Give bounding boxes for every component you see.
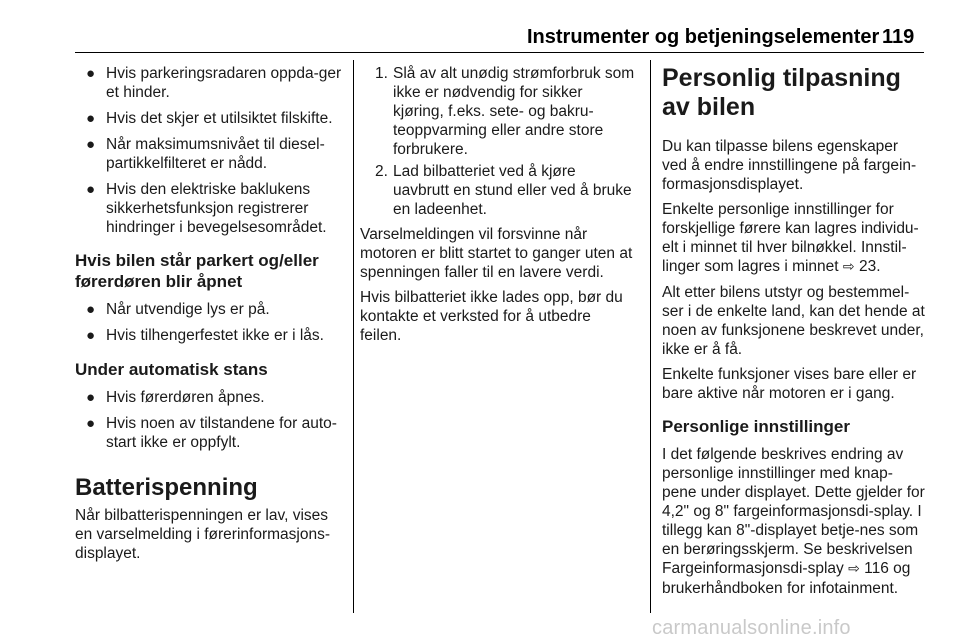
paragraph: Du kan tilpasse bilens egenskaper ved å endre innstillingene på fargein-formasjonsdisplayet.	[662, 138, 917, 193]
column-right	[662, 64, 927, 604]
paragraph: Hvis bilbatteriet ikke lades opp, bør du kontakte et verksted for å utbedre feilen.	[360, 289, 623, 344]
bullet-icon: ●	[86, 65, 96, 82]
column-left	[75, 64, 347, 569]
watermark: carmanualsonline.info	[652, 617, 851, 639]
subheading-autostop: Under automatisk stans	[75, 360, 268, 379]
column-divider-2	[650, 60, 651, 613]
list-item: ● Hvis tilhengerfestet ikke er i lås.	[86, 327, 324, 344]
autostop-list	[75, 388, 347, 452]
step-item: 2. Lad bilbatteriet ved å kjøre uavbrutt en stund eller ved å bruke en ladeenhet.	[375, 163, 632, 218]
bullet-icon: ●	[86, 110, 96, 127]
subheading-personal-settings: Personlige innstillinger	[662, 417, 850, 436]
bullet-icon: ●	[86, 415, 96, 432]
bullet-icon: ●	[86, 327, 96, 344]
bullet-icon: ●	[86, 301, 96, 318]
subheading-parked: Hvis bilen står parkert og/eller førerdøren blir åpnet	[75, 251, 319, 291]
heading-personalization: Personlig tilpasning av bilen	[662, 64, 901, 121]
battery-paragraph: Når bilbatterispenningen er lav, vises en varselmelding i førerinformasjons-displayet.	[75, 507, 330, 562]
list-item: ● Hvis førerdøren åpnes.	[86, 389, 265, 406]
steps-list	[360, 64, 635, 219]
bullet-icon: ●	[86, 389, 96, 406]
bullet-icon: ●	[86, 181, 96, 198]
page-reference-icon: ⇨	[842, 259, 855, 275]
header-divider	[75, 52, 924, 53]
column-divider-1	[353, 60, 354, 613]
page-reference[interactable]: 23	[858, 258, 877, 275]
paragraph: Varselmeldingen vil forsvinne når motoren er blitt startet to ganger uten at spenningen faller til en lavere verdi.	[360, 226, 633, 281]
paragraph: I det følgende beskrives endring av personlige innstillinger med knap-pene under displayet. Dette gjelder for 4,2" og 8" fargeinformasjonsdi-splay. I tillegg kan 8"-displayet betje-nes som en berøringsskjerm. Se beskrivelsen Fargeinformasjonsdi-splay ⇨ 116 og brukerhåndboken for infotainment.	[662, 446, 925, 597]
page-number: 119	[882, 26, 915, 48]
list-item: ● Hvis noen av tilstandene for auto-start ikke er oppfylt.	[86, 415, 337, 451]
list-item: ● Hvis den elektriske baklukens sikkerhetsfunksjon registrerer hindringer i bevegelsesområdet.	[86, 181, 327, 236]
step-item: 1. Slå av alt unødig strømforbruk som ikke er nødvendig for sikker kjøring, f.eks. sete- og bakru-teoppvarming eller andre store forbrukere.	[375, 65, 635, 158]
page-reference-icon: ⇨	[848, 561, 860, 577]
list-item: ● Hvis det skjer et utilsiktet filskifte.	[86, 110, 333, 127]
column-middle	[360, 64, 635, 351]
paragraph: Alt etter bilens utstyr og bestemmel-ser i de enkelte land, kan det hende at noen av funksjonene beskrevet under, ikke er å få.	[662, 284, 925, 358]
list-item: ● Hvis parkeringsradaren oppda-ger et hinder.	[86, 65, 342, 101]
paragraph: Enkelte personlige innstillinger for forskjellige førere kan lagres individu-elt i minnet til hver bilnøkkel. Innstil-linger som lagres i minnet ⇨ 23.	[662, 201, 919, 275]
bullet-icon: ●	[86, 136, 96, 153]
section-title: Instrumenter og betjeningselementer	[527, 26, 880, 48]
page-reference[interactable]: 116	[864, 560, 889, 577]
paragraph: Enkelte funksjoner vises bare eller er bare aktive når motoren er i gang.	[662, 366, 917, 402]
parked-list	[75, 300, 347, 345]
list-item: ● Når utvendige lys er på.	[86, 301, 270, 318]
page-header	[0, 0, 960, 60]
warning-list	[75, 64, 347, 237]
heading-battery: Batterispenning	[75, 474, 258, 501]
list-item: ● Når maksimumsnivået til diesel-partikkelfilteret er nådd.	[86, 136, 325, 172]
